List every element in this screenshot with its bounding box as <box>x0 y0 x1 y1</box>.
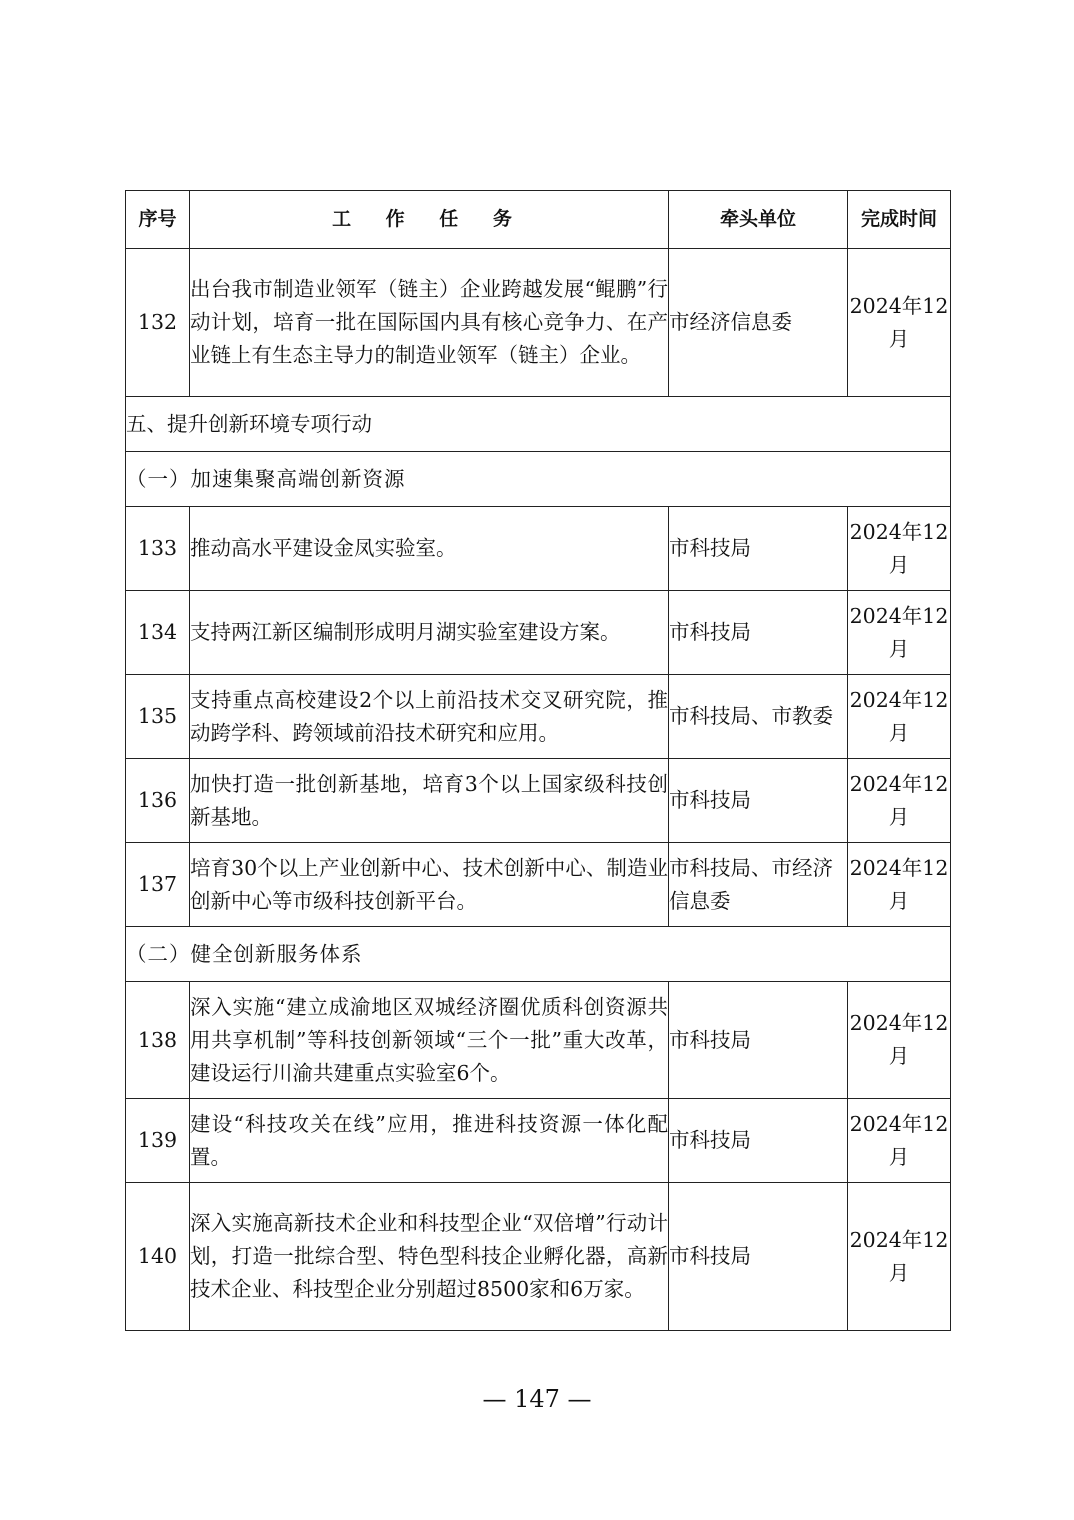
row-time: 2024年12月 <box>848 1099 951 1183</box>
header-time: 完成时间 <box>848 191 951 249</box>
row-num: 132 <box>126 249 190 397</box>
section-title: 五、提升创新环境专项行动 <box>126 397 951 452</box>
row-task: 深入实施“建立成渝地区双城经济圈优质科创资源共用共享机制”等科技创新领域“三个一批”重大改革，建设运行川渝共建重点实验室6个。 <box>190 982 669 1099</box>
table-row <box>126 249 951 397</box>
row-num: 136 <box>126 759 190 843</box>
row-unit: 市科技局、市教委 <box>669 675 848 759</box>
row-time: 2024年12月 <box>848 591 951 675</box>
row-num: 139 <box>126 1099 190 1183</box>
row-unit: 市科技局、市经济信息委 <box>669 843 848 927</box>
table-row <box>126 982 951 1099</box>
row-num: 135 <box>126 675 190 759</box>
row-num: 134 <box>126 591 190 675</box>
row-time: 2024年12月 <box>848 982 951 1099</box>
row-time: 2024年12月 <box>848 843 951 927</box>
table-row <box>126 675 951 759</box>
row-unit: 市科技局 <box>669 759 848 843</box>
row-unit: 市经济信息委 <box>669 249 848 397</box>
row-unit: 市科技局 <box>669 591 848 675</box>
table-row <box>126 759 951 843</box>
row-num: 140 <box>126 1183 190 1331</box>
header-unit: 牵头单位 <box>669 191 848 249</box>
row-task: 支持两江新区编制形成明月湖实验室建设方案。 <box>190 591 669 675</box>
row-unit: 市科技局 <box>669 507 848 591</box>
subsection-title: （二）健全创新服务体系 <box>126 927 951 982</box>
subsection-row <box>126 927 951 982</box>
page-number: — 147 — <box>482 1385 592 1413</box>
table-row <box>126 507 951 591</box>
table-row <box>126 1099 951 1183</box>
row-time: 2024年12月 <box>848 507 951 591</box>
header-task: 工 作 任 务 <box>190 191 669 249</box>
table-row <box>126 591 951 675</box>
row-time: 2024年12月 <box>848 1183 951 1331</box>
section-row <box>126 397 951 452</box>
row-task: 建设“科技攻关在线”应用，推进科技资源一体化配置。 <box>190 1099 669 1183</box>
row-num: 133 <box>126 507 190 591</box>
subsection-row <box>126 452 951 507</box>
header-num: 序号 <box>126 191 190 249</box>
subsection-title: （一）加速集聚高端创新资源 <box>126 452 951 507</box>
row-unit: 市科技局 <box>669 1099 848 1183</box>
row-time: 2024年12月 <box>848 675 951 759</box>
task-table <box>125 190 951 1331</box>
table-row <box>126 843 951 927</box>
table-row <box>126 1183 951 1331</box>
table-header-row <box>126 191 951 249</box>
row-time: 2024年12月 <box>848 759 951 843</box>
row-num: 138 <box>126 982 190 1099</box>
row-unit: 市科技局 <box>669 1183 848 1331</box>
row-task: 支持重点高校建设2个以上前沿技术交叉研究院，推动跨学科、跨领域前沿技术研究和应用。 <box>190 675 669 759</box>
row-task: 深入实施高新技术企业和科技型企业“双倍增”行动计划，打造一批综合型、特色型科技企业孵化器，高新技术企业、科技型企业分别超过8500家和6万家。 <box>190 1183 669 1331</box>
row-num: 137 <box>126 843 190 927</box>
row-task: 培育30个以上产业创新中心、技术创新中心、制造业创新中心等市级科技创新平台。 <box>190 843 669 927</box>
row-time: 2024年12月 <box>848 249 951 397</box>
row-task: 推动高水平建设金凤实验室。 <box>190 507 669 591</box>
row-task: 出台我市制造业领军（链主）企业跨越发展“鲲鹏”行动计划，培育一批在国际国内具有核心竞争力、在产业链上有生态主导力的制造业领军（链主）企业。 <box>190 249 669 397</box>
row-unit: 市科技局 <box>669 982 848 1099</box>
row-task: 加快打造一批创新基地，培育3个以上国家级科技创新基地。 <box>190 759 669 843</box>
